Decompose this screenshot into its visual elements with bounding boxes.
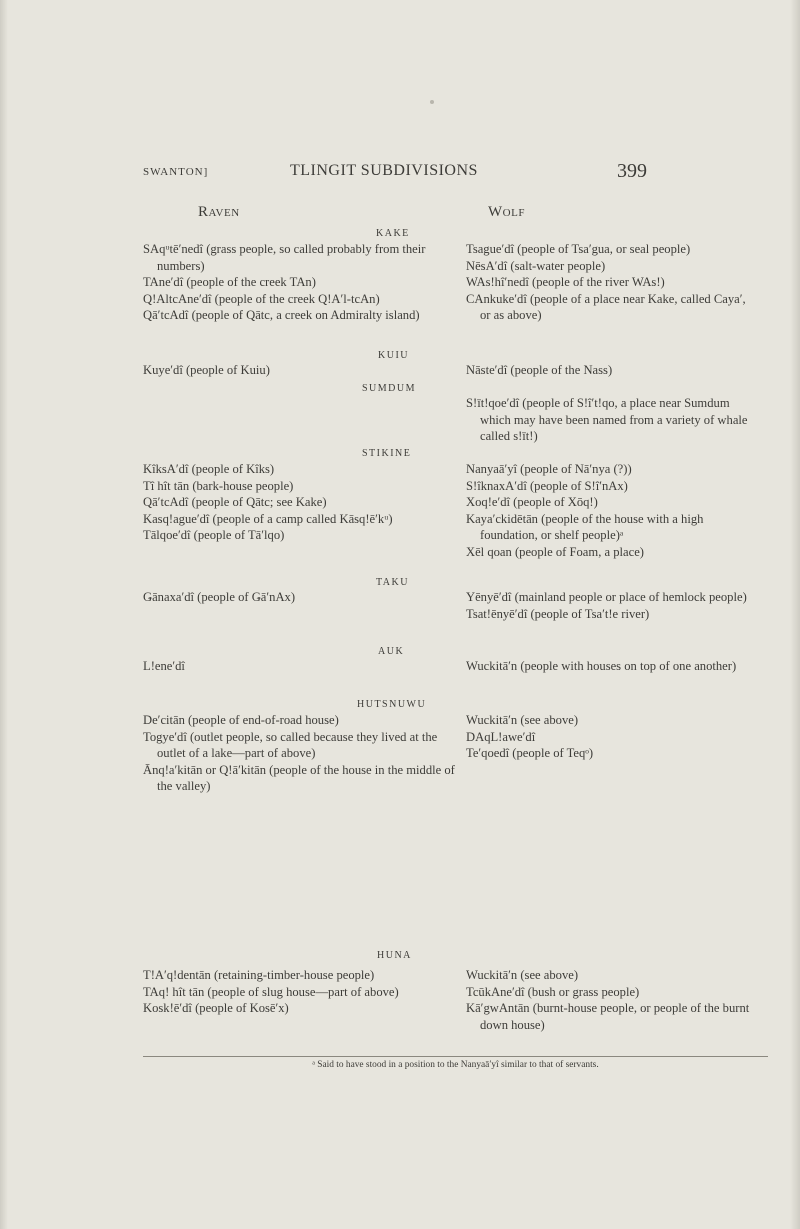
footnote: ᵃ Said to have stood in a position to the Nanyaā′yî similar to that of servants. [312, 1060, 599, 1070]
clan-entry: Ǥānaxa′dî (people of Ǥā′nAx) [143, 590, 296, 604]
clan-entry: Tālqoe′dî (people of Tā′lqo) [143, 528, 285, 542]
clan-entry: Tî hît tān (bark-house people) [143, 478, 294, 493]
clan-entry: Nanyaā′yî (people of Nā′nya (?)) [466, 462, 632, 476]
clan-entry: TAq! hît tān (people of slug house—part of above) [143, 984, 399, 999]
clan-entry: De′citān (people of end-of-road house) [143, 713, 339, 727]
clan-entry: DAqL!awe′dî [466, 729, 536, 744]
running-head [0, 162, 800, 184]
clan-entry: Wuckitā′n (people with houses on top of one another) [466, 659, 737, 673]
clan-entry: Kuye′dî (people of Kuiu) [143, 363, 270, 377]
clan-entry: CAnkuke′dî (people of a place near Kake, called Caya′, or as above) [466, 291, 746, 322]
taku-raven-list [143, 589, 457, 606]
stikine-wolf-list [466, 461, 758, 560]
sumdum-wolf-list [466, 395, 758, 445]
kuiu-wolf-list [466, 362, 758, 379]
clan-entry: Kosk!ē′dî (people of Kosē′x) [143, 1001, 289, 1015]
clan-entry: WAs!hî′nedî (people of the river WAs!) [466, 275, 665, 289]
clan-entry: KîksA′dî (people of Kîks) [143, 462, 275, 476]
clan-entry: Yēnyē′dî (mainland people or place of hemlock people) [466, 590, 747, 604]
section-label-taku: TAKU [376, 577, 409, 588]
clan-entry: Q!AltcAne′dî (people of the creek Q!A′l-tcAn) [143, 291, 380, 306]
section-label-sumdum: SUMDUM [362, 383, 417, 394]
clan-entry: T!A′q!dentān (retaining-timber-house people) [143, 968, 375, 982]
clan-entry: Kaya′ckidētān (people of the house with a high foundation, or shelf people)ᵃ [466, 511, 704, 542]
clan-entry: Qā′tcAdî (people of Qātc; see Kake) [143, 495, 327, 509]
running-head-title: TLINGIT SUBDIVISIONS [290, 162, 478, 179]
clan-entry: Wuckitā′n (see above) [466, 713, 579, 727]
kake-wolf-list [466, 241, 758, 324]
huna-wolf-list [466, 967, 758, 1033]
kuiu-raven-list [143, 362, 457, 379]
clan-entry: Xoq!e′dî (people of Xōq!) [466, 495, 598, 509]
section-label-kake: KAKE [376, 228, 410, 239]
kake-raven-list [143, 241, 457, 324]
taku-wolf-list [466, 589, 758, 622]
clan-entry: Wuckitā′n (see above) [466, 968, 579, 982]
huna-raven-list [143, 967, 457, 1017]
clan-entry: S!îknaxA′dî (people of S!î′nAx) [466, 478, 628, 493]
clan-entry: NēsA′dî (salt-water people) [466, 258, 606, 273]
clan-entry: SAqᵘtē′nedî (grass people, so called probably from their numbers) [143, 242, 426, 273]
auk-raven-list [143, 658, 457, 675]
clan-entry: TAne′dî (people of the creek TAn) [143, 275, 316, 289]
clan-entry: Nāste′dî (people of the Nass) [466, 363, 613, 377]
section-label-auk: AUK [378, 646, 405, 657]
clan-entry: Togye′dî (outlet people, so called because they lived at the outlet of a lake—part of above) [143, 729, 438, 760]
page-edge-left [0, 0, 8, 1229]
section-label-stikine: STIKINE [362, 448, 412, 459]
clan-entry: Qā′tcAdî (people of Qātc, a creek on Admiralty island) [143, 308, 420, 322]
clan-entry: L!ene′dî [143, 659, 185, 673]
column-heading-wolf: Wolf [488, 204, 525, 220]
page-number: 399 [617, 160, 647, 182]
running-head-author: SWANTON] [143, 166, 209, 178]
clan-entry: Te′qoedî (people of Teqᵒ) [466, 746, 594, 760]
section-label-huna: HUNA [377, 950, 412, 961]
auk-wolf-list [466, 658, 758, 675]
page-edge-right [790, 0, 800, 1229]
hutsnuwu-raven-list [143, 712, 457, 795]
clan-entry: Tsague′dî (people of Tsa′gua, or seal people) [466, 242, 691, 256]
column-heading-raven: Raven [198, 204, 240, 220]
clan-entry: TcūkAne′dî (bush or grass people) [466, 984, 640, 999]
ink-speck [430, 100, 434, 104]
footnote-rule [143, 1056, 768, 1057]
clan-entry: Kasq!ague′dî (people of a camp called Kāsq!ē′kᵘ) [143, 511, 393, 526]
clan-entry: Xēl qoan (people of Foam, a place) [466, 544, 644, 559]
section-label-kuiu: KUIU [378, 350, 409, 361]
clan-entry: Tsat!ēnyē′dî (people of Tsa′t!e river) [466, 606, 650, 621]
stikine-raven-list [143, 461, 457, 544]
clan-entry: S!īt!qoe′dî (people of S!î′t!qo, a place near Sumdum which may have been named from a variety of whale called s!īt!) [466, 396, 748, 443]
clan-entry: Kā′gwAntān (burnt-house people, or people of the burnt down house) [466, 1001, 750, 1032]
clan-entry: Ānq!a′kitān or Q!ā′kitān (people of the house in the middle of the valley) [143, 762, 455, 793]
hutsnuwu-wolf-list [466, 712, 758, 762]
section-label-hutsnuwu: HUTSNUWU [357, 699, 427, 710]
